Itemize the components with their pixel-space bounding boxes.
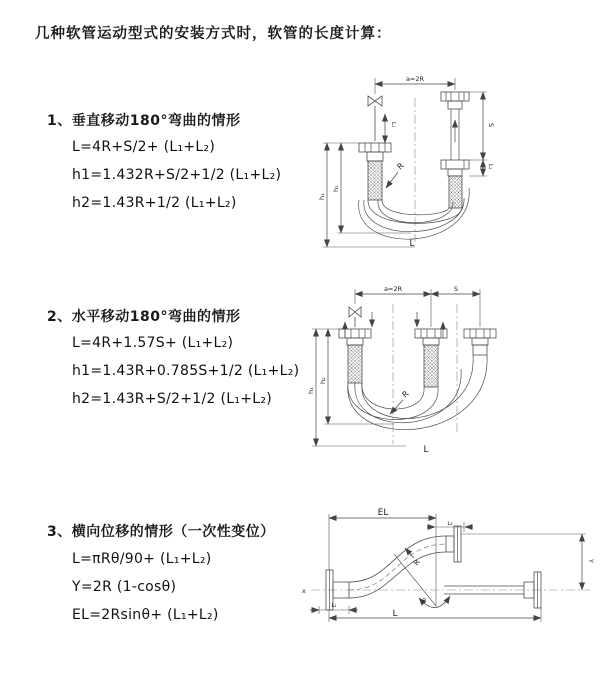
- dim-el: [329, 508, 436, 570]
- section3-formula-Y: Y=2R (1-cosθ): [72, 579, 177, 595]
- svg-text:a=2R: a=2R: [383, 285, 403, 293]
- length-label: L: [423, 445, 429, 455]
- svg-text:S: S: [453, 285, 459, 293]
- radius-label: [386, 161, 406, 188]
- svg-text:L: L: [392, 609, 398, 619]
- diagram-horizontal-180-bend: [306, 284, 591, 456]
- diagram-lateral-displacement: [298, 506, 598, 651]
- svg-text:h₁: h₁: [307, 387, 315, 394]
- svg-text:h₂: h₂: [319, 377, 327, 384]
- svg-text:R: R: [411, 557, 422, 568]
- dim-l1: [385, 114, 396, 143]
- dim-s: [431, 285, 480, 294]
- theta-label: θ: [422, 597, 426, 605]
- svg-text:L₂: L₂: [447, 521, 453, 527]
- section1-formula-h1: h1=1.432R+S/2+1/2 (L₁+L₂): [72, 167, 282, 183]
- svg-text:L₁: L₁: [390, 122, 396, 128]
- left-hose-end: [359, 143, 391, 200]
- svg-text:S: S: [487, 123, 495, 128]
- section2-formula-h1: h1=1.43R+0.785S+1/2 (L₁+L₂): [72, 363, 300, 379]
- angle-construction: [394, 514, 453, 608]
- upper-right-hose-end: [446, 526, 461, 562]
- right-hose-end: [464, 329, 496, 355]
- section3-formula-L: L=πRθ/90+ (L₁+L₂): [72, 551, 212, 567]
- svg-text:L₂: L₂: [487, 164, 493, 170]
- valve-icon: [349, 307, 361, 327]
- dim-a2r: [355, 285, 480, 327]
- length-label: L: [409, 239, 415, 249]
- fitting-tick-arrows: [372, 312, 417, 327]
- section1-heading: 1、垂直移动180°弯曲的情形: [47, 113, 241, 129]
- svg-text:R: R: [400, 389, 411, 400]
- dim-l2: [483, 160, 493, 176]
- dim-l1: [310, 603, 358, 614]
- diagram-vertical-180-bend: [315, 70, 585, 255]
- dim-l2: [427, 521, 473, 532]
- dim-y: [461, 534, 595, 590]
- section2-heading: 2、水平移动180°弯曲的情形: [47, 309, 241, 325]
- svg-text:Y: Y: [587, 559, 595, 563]
- dim-a2r: [375, 75, 455, 94]
- svg-text:EL: EL: [377, 508, 389, 518]
- section3-formula-EL: EL=2Rsinθ+ (L₁+L₂): [72, 607, 219, 623]
- svg-text:a=2R: a=2R: [405, 75, 425, 83]
- right-hose-end: [441, 92, 469, 208]
- section3-heading: 3、横向位移的情形（一次性变位）: [47, 524, 275, 540]
- svg-text:R: R: [395, 161, 406, 172]
- dim-l: [329, 608, 541, 622]
- page-title: 几种软管运动型式的安装方式时，软管的长度计算：: [35, 26, 392, 42]
- svg-text:L₁: L₁: [331, 603, 337, 609]
- hose-arcs: [348, 355, 487, 430]
- axis-label: x: [302, 587, 306, 595]
- svg-text:h₁: h₁: [318, 193, 326, 200]
- section2-formula-L: L=4R+1.57S+ (L₁+L₂): [72, 335, 234, 351]
- middle-hose-end: [415, 322, 447, 387]
- svg-text:h₂: h₂: [332, 185, 340, 192]
- valve-icon: [368, 96, 382, 141]
- section1-formula-h2: h2=1.43R+1/2 (L₁+L₂): [72, 195, 237, 211]
- lower-right-hose-end: [444, 572, 541, 608]
- section2-formula-h2: h2=1.43R+S/2+1/2 (L₁+L₂): [72, 391, 273, 407]
- left-hose-end: [339, 322, 371, 383]
- hose-curve: [349, 536, 446, 598]
- section1-formula-L: L=4R+S/2+ (L₁+L₂): [72, 139, 216, 155]
